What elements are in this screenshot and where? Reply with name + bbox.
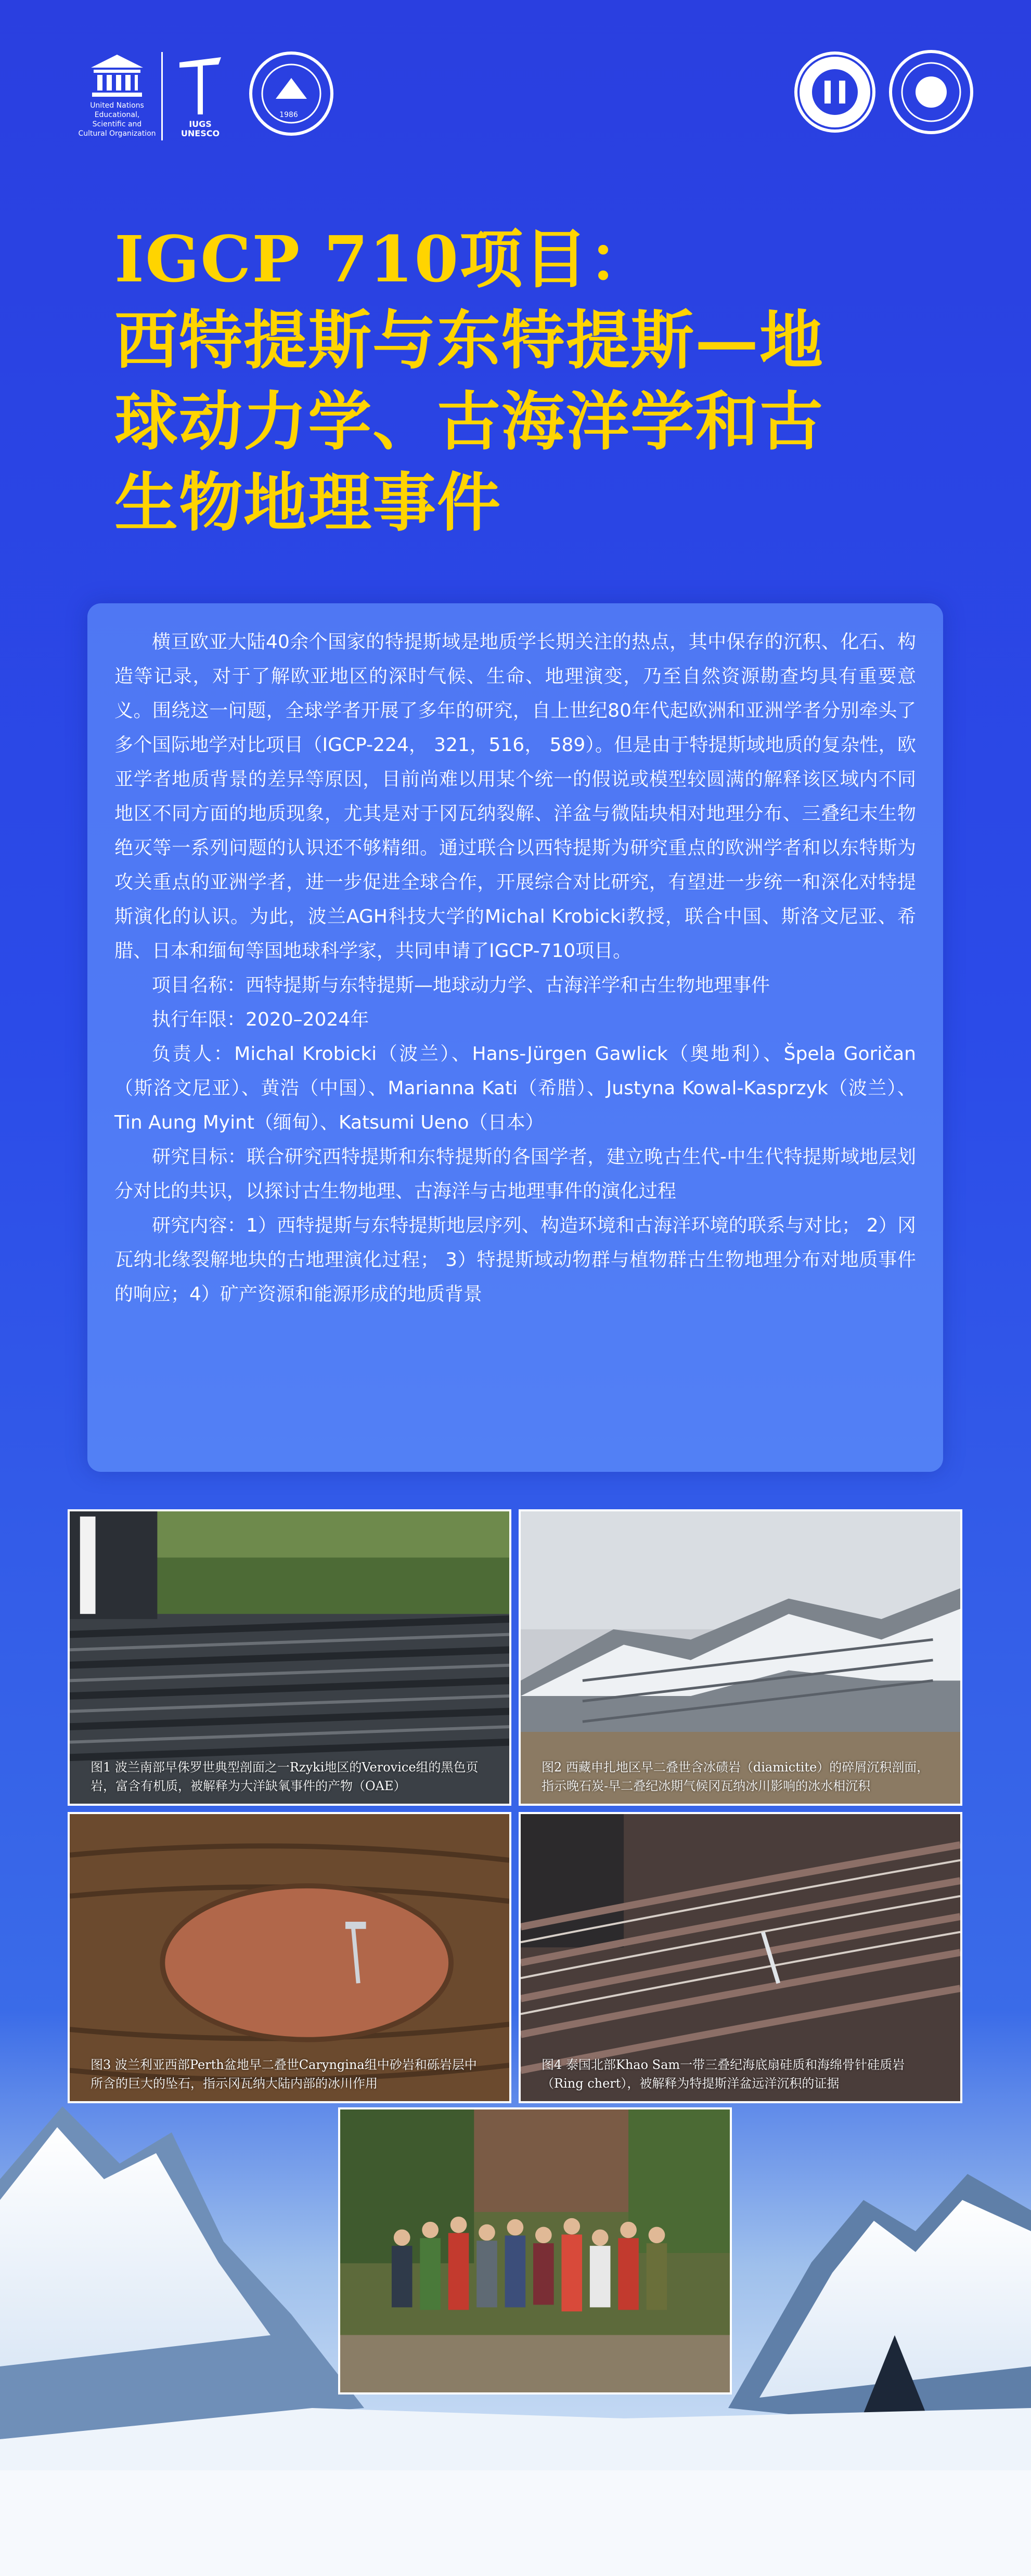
project-period: 执行年限：2020–2024年 — [152, 1009, 369, 1030]
society-year: 1986 — [279, 111, 298, 119]
iugs-text: IUGS UNESCO — [181, 119, 220, 138]
photo-caption-5 — [340, 2377, 730, 2392]
title-line-3: 球动力学、古海洋学和古 — [114, 384, 824, 459]
photo-caption-2: 图2 西藏申扎地区早二叠世含冰碛岩（diamictite）的碎屑沉积剖面，指示晚石炭-早二叠纪冰期气候冈瓦纳冰川影响的冰水相沉积 — [542, 1760, 930, 1793]
photo-ribbon-chert — [519, 1812, 962, 2103]
title-line-2: 西特提斯与东特提斯—地 — [114, 303, 824, 378]
photo-black-shale — [68, 1509, 511, 1806]
peking-university-logo — [791, 49, 879, 138]
iugs-logo — [172, 52, 229, 138]
society-seal-logo — [244, 49, 338, 143]
photo-caption-3: 图3 波兰利亚西部Perth盆地早二叠世Caryngina组中砂岩和砾岩层中所含的巨大的坠石，指示冈瓦纳大陆内部的冰川作用 — [91, 2057, 477, 2091]
unesco-logo — [78, 52, 156, 138]
project-info-box — [87, 603, 943, 1472]
page-title — [114, 218, 936, 543]
unesco-text: United Nations Educational, Scientific and Cultural Organization — [78, 101, 156, 138]
title-line-1: IGCP 710项目： — [114, 222, 653, 296]
logo-divider — [161, 52, 163, 140]
peking-university-seal-icon — [792, 49, 878, 135]
research-contents: 研究内容：1）西特提斯与东特提斯地层序列、构造环境和古海洋环境的联系与对比； 2）冈瓦纳北缘裂解地块的古地理演化过程； 3）特提斯域动物群与植物群古生物地理分布对地质事件的响应；4）矿产资源和能源形成的地质背景 — [114, 1215, 916, 1305]
photo-tibet-diamictite — [519, 1509, 962, 1806]
photo-group — [338, 2107, 732, 2394]
group-photo-image — [340, 2109, 730, 2392]
society-seal-icon — [247, 49, 336, 138]
photo-caption-1: 图1 波兰南部早侏罗世典型剖面之一Rzyki地区的Verovice组的黑色页岩，富含有机质，被解释为大洋缺氧事件的产物（OAE） — [91, 1760, 479, 1793]
intro-paragraph: 横亘欧亚大陆40余个国家的特提斯域是地质学长期关注的热点，其中保存的沉积、化石、构造等记录，对于了解欧亚地区的深时气候、生命、地理演变，乃至自然资源勘查均具有重要意义。围绕这一问题，全球学者开展了多年的研究，自上世纪80年代起欧洲和亚洲学者分别牵头了多个国际地学对比项目（IGCP-224， 321，516， 589）。但是由于特提斯域地质的复杂性，欧亚学者地质背景的差异等原因，目前尚难以用某个统一的假说或模型较圆满的解释该区域内不同地区不同方面的地质现象，尤其是对于冈瓦纳裂解、洋盆与微陆块相对地理分布、三叠纪末生物绝灭等一系列问题的认识还不够精细。通过联合以西特提斯为研究重点的欧洲学者和以东特斯为攻关重点的亚洲学者，进一步促进全球合作，开展综合对比研究，有望进一步统一和深化对特提斯演化的认识。为此，波兰AGH科技大学的Michal Krobicki教授，联合中国、斯洛文尼亚、希腊、日本和缅甸等国地球科学家，共同申请了IGCP-710项目。 — [114, 631, 916, 962]
cugb-logo — [887, 49, 975, 138]
project-name: 项目名称：西特提斯与东特提斯—地球动力学、古海洋学和古生物地理事件 — [152, 975, 770, 996]
title-line-4: 生物地理事件 — [114, 465, 501, 540]
unesco-temple-icon — [86, 52, 148, 99]
research-goals: 研究目标：联合研究西特提斯和东特提斯的各国学者，建立晚古生代-中生代特提斯域地层划分对比的共识，以探讨古生物地理、古海洋与古地理事件的演化过程 — [114, 1146, 916, 1202]
photo-dropstone — [68, 1812, 511, 2103]
cugb-seal-icon — [888, 49, 974, 135]
photo-caption-4: 图4 泰国北部Khao Sam一带三叠纪海底扇硅质和海绵骨针硅质岩（Ring chert），被解释为特提斯洋盆远洋沉积的证据 — [542, 2057, 905, 2091]
project-leaders: 负责人：Michal Krobicki（波兰）、Hans-Jürgen Gawlick（奥地利）、Špela Goričan（斯洛文尼亚）、黄浩（中国）、Marianna Kati（希腊）、Justyna Kowal-Kasprzyk（波兰）、Tin Aung Myint（缅甸）、Katsumi Ueno（日本） — [114, 1043, 916, 1133]
hammer-icon — [174, 52, 226, 120]
